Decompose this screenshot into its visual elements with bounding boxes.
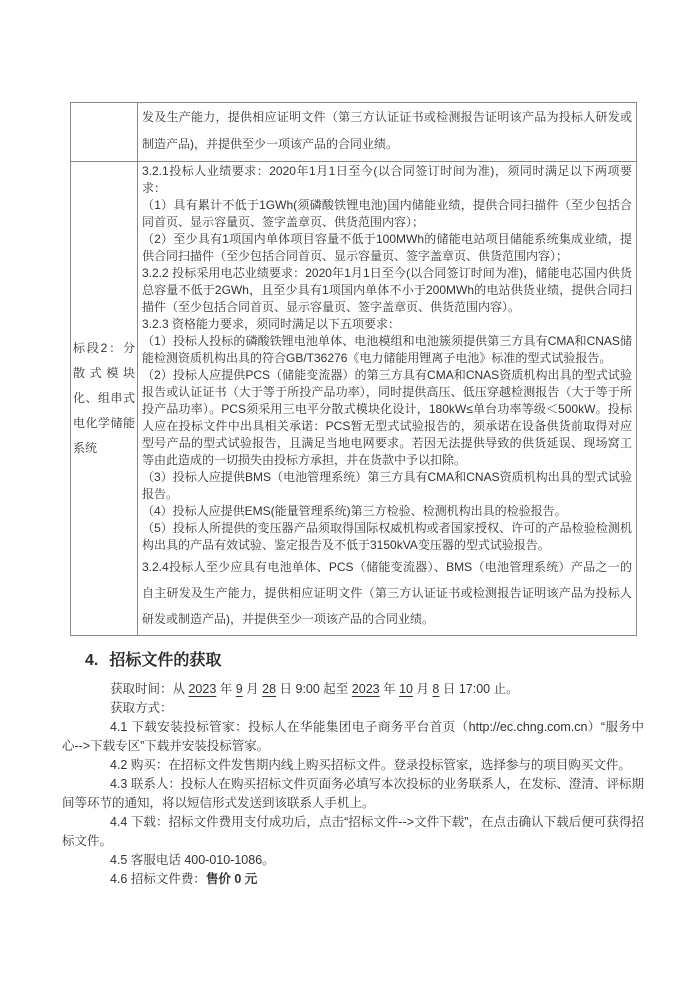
table-row-continued: [71, 103, 636, 162]
end-day: 8: [432, 682, 440, 696]
clause-3-2-3-item1: （1）投标人投标的磷酸铁锂电池单体、电池模组和电池簇须提供第三方具有CMA和CNAS储能检测资质机构出具的符合GB/T36276《电力储能用锂离子电池》标准的型式试验报告。: [142, 334, 632, 365]
start-month: 9: [235, 682, 243, 696]
clause-3-2-1: 3.2.1投标人业绩要求：2020年1月1日至今(以合同签订时间为准)，须同时满足以下两项要求：: [142, 164, 632, 195]
item-4-1-download-install: 4.1 下载安装投标管家：投标人在华能集团电子商务平台首页（http://ec.chng.com.cn）“服务中心-->下载专区”下载并安装投标管家。: [62, 720, 644, 753]
time-text: 月: [412, 682, 433, 696]
end-year: 2023: [351, 682, 380, 696]
item-4-2-purchase: 4.2 购买：在招标文件发售期内线上购买招标文件。登录投标管家，选择参与的项目购买文件。: [110, 758, 631, 772]
section4-number: 4.: [85, 652, 99, 669]
table-cell-lot2-requirements: [138, 162, 636, 635]
clause-3-2-3: 3.2.3 资格能力要求，须同时满足以下五项要求：: [142, 317, 401, 331]
clause-continued: 发及生产能力，提供相应证明文件（第三方认证证书或检测报告证明该产品为投标人研发或制造产品)，并提供至少一项该产品的合同业绩。: [142, 110, 632, 151]
clause-3-2-1-item1: （1）具有累计不低于1GWh(须磷酸铁锂电池)国内储能业绩，提供合同扫描件（至少包括合同首页、显示容量页、签字盖章页、供货范围内容）；: [142, 198, 632, 229]
clause-3-2-4: 3.2.4投标人至少应具有电池单体、PCS（储能变流器）、BMS（电池管理系统）产品之一的自主研发及生产能力，提供相应证明文件（第三方认证证书或检测报告证明该产品为投标人研发或制造产品)，并提供至少一项该产品的合同业绩。: [142, 560, 632, 626]
clause-3-2-3-item3: （3）投标人应提供BMS（电池管理系统）第三方具有CMA和CNAS资质机构出具的型式试验报告。: [142, 470, 632, 501]
end-month: 10: [399, 682, 413, 696]
time-text: 日 9:00 起至: [276, 682, 352, 696]
time-text: 年: [379, 682, 400, 696]
item-4-3-contact: 4.3 联系人：投标人在购买招标文件页面务必填写本次投标的业务联系人，在发标、澄清、评标期间等环节的通知，将以短信形式发送到该联系人手机上。: [62, 777, 644, 810]
time-text: 月: [242, 682, 263, 696]
clause-3-2-2: 3.2.2 投标采用电芯业绩要求：2020年1月1日至今(以合同签订时间为准)，储能电芯国内供货总容量不低于2GWh，且至少具有1项国内单体不小于200MWh的电站供货业绩，提供合同扫描件（至少包括合同首页、显示容量页、签字盖章页、供货范围内容）。: [142, 266, 632, 314]
time-text: 日 17:00 止。: [439, 682, 519, 696]
start-year: 2023: [188, 682, 217, 696]
acquisition-time-line: [62, 680, 644, 699]
fee-value: 售价 0 元: [205, 872, 258, 886]
section-document-acquisition: [62, 647, 644, 889]
table-row-lot2: [71, 162, 636, 635]
acquisition-method-label: 获取方式：: [110, 701, 173, 715]
item-4-5-service-phone: 4.5 客服电话 400-010-1086。: [110, 853, 275, 867]
time-text: 获取时间：从: [110, 682, 189, 696]
clause-3-2-1-item2: （2）至少具有1项国内单体项目容量不低于100MWh的储能电站项目储能系统集成业绩，提供合同扫描件（至少包括合同首页、显示容量页、签字盖章页、供货范围内容）；: [142, 232, 632, 263]
section4-title: 招标文件的获取: [109, 652, 222, 669]
item-4-6-document-fee: [62, 870, 644, 889]
clause-3-2-3-item2: （2）投标人应提供PCS（储能变流器）的第三方具有CMA和CNAS资质机构出具的型式试验报告或认证证书（大于等于所投产品功率），同时提供高压、低压穿越检测报告（大于等于所投产品功率）。PCS须采用三电平分散式模块化设计，180kW≤单台功率等级＜500kW。投标人应在投标文件中出具相关承诺：PCS暂无型式试验报告的，须承诺在设备供货前取得对应型号产品的型式试验报告，且满足当地电网要求。若因无法提供导致的供货延误、现场窝工等由此造成的一切损失由投标方承担，并在货款中予以扣除。: [142, 368, 632, 467]
time-text: 年: [216, 682, 236, 696]
lot2-label: 标段2：分散式模块化、组串式电化学储能系统: [73, 341, 135, 455]
qualification-table: [70, 102, 637, 636]
clause-3-2-3-item5: （5）投标人所提供的变压器产品须取得国际权威机构或者国家授权、许可的产品检验检测机构出具的产品有效试验、鉴定报告及不低于3150kVA变压器的型式试验报告。: [142, 521, 632, 552]
table-cell-lot-label-empty: [71, 103, 138, 161]
section4-heading: [85, 647, 644, 670]
clause-3-2-3-item4: （4）投标人应提供EMS(能量管理系统)第三方检验、检测机构出具的检验报告。: [142, 504, 567, 518]
start-day: 28: [262, 682, 277, 696]
item-4-4-download: 4.4 下载：招标文件费用支付成功后，点击“招标文件-->文件下载”，在点击确认下载后便可获得招标文件。: [62, 815, 644, 848]
fee-label: 4.6 招标文件费：: [110, 872, 206, 886]
table-cell-continued-text: [138, 103, 636, 161]
table-cell-lot2-label: [71, 162, 138, 635]
